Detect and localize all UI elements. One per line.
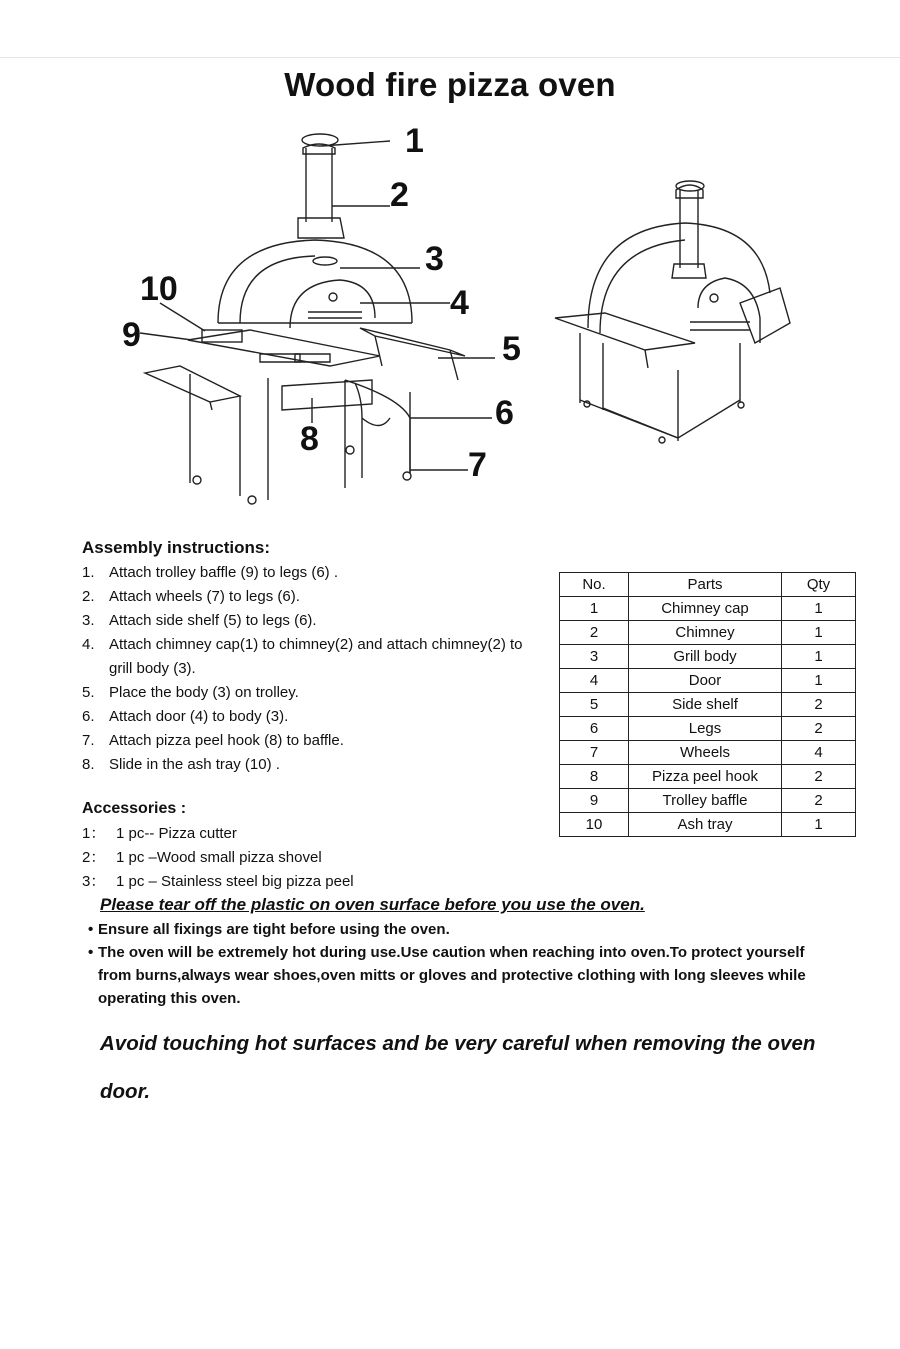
- list-item: • Ensure all fixings are tight before using the oven.: [88, 918, 828, 941]
- diagram-label-4: 4: [450, 284, 469, 322]
- table-row: 10 Ash tray 1: [560, 813, 856, 837]
- table-row: 5 Side shelf 2: [560, 693, 856, 717]
- list-item: 7. Attach pizza peel hook (8) to baffle.: [82, 732, 344, 749]
- list-item: 4. Attach chimney cap(1) to chimney(2) and attach chimney(2) to grill body (3).: [82, 636, 523, 677]
- diagram-label-1: 1: [405, 122, 424, 160]
- safety-bullets: [88, 918, 828, 1010]
- list-item: 2. Attach wheels (7) to legs (6).: [82, 588, 300, 605]
- diagram-label-2: 2: [390, 176, 409, 214]
- list-item: 2： 1 pc –Wood small pizza shovel: [82, 849, 322, 866]
- accessories-list: [82, 822, 482, 894]
- list-item: 3. Attach side shelf (5) to legs (6).: [82, 612, 317, 629]
- oven-illustration: [100, 118, 800, 518]
- assembly-heading: Assembly instructions:: [82, 538, 270, 557]
- table-row: 3 Grill body 1: [560, 645, 856, 669]
- assembly-steps: [82, 561, 542, 777]
- list-item: 6. Attach door (4) to body (3).: [82, 708, 289, 725]
- table-row: 9 Trolley baffle 2: [560, 789, 856, 813]
- list-item: • The oven will be extremely hot during use.Use caution when reaching into oven.To protect yourself from burns,always wear shoes,oven mitts or gloves and protective clothing with long sleeves while operating this oven.: [88, 941, 828, 1010]
- diagram-label-8: 8: [300, 420, 319, 458]
- table-row: 8 Pizza peel hook 2: [560, 765, 856, 789]
- diagram-label-10: 10: [140, 270, 178, 308]
- accessories-heading: Accessories :: [82, 800, 187, 817]
- plastic-warning-heading: Please tear off the plastic on oven surface before you use the oven.: [100, 895, 645, 914]
- list-item: 8. Slide in the ash tray (10) .: [82, 756, 280, 773]
- table-row: 7 Wheels 4: [560, 741, 856, 765]
- header-divider: [0, 57, 900, 58]
- list-item: 1. Attach trolley baffle (9) to legs (6) .: [82, 564, 338, 581]
- diagram-label-7: 7: [468, 446, 487, 484]
- table-row: 6 Legs 2: [560, 717, 856, 741]
- parts-table: [559, 572, 856, 837]
- assembled-oven-drawing: [555, 181, 790, 443]
- diagram-label-5: 5: [502, 330, 521, 368]
- page-title: Wood fire pizza oven: [284, 66, 616, 103]
- table-header-row: No. Parts Qty: [560, 573, 856, 597]
- diagram-label-6: 6: [495, 394, 514, 432]
- table-row: 1 Chimney cap 1: [560, 597, 856, 621]
- table-row: 4 Door 1: [560, 669, 856, 693]
- list-item: 5. Place the body (3) on trolley.: [82, 684, 299, 701]
- table-row: 2 Chimney 1: [560, 621, 856, 645]
- list-item: 3： 1 pc – Stainless steel big pizza peel: [82, 873, 354, 890]
- list-item: 1： 1 pc-- Pizza cutter: [82, 825, 237, 842]
- diagram-label-9: 9: [122, 316, 141, 354]
- diagram-label-3: 3: [425, 240, 444, 278]
- caution-text: Avoid touching hot surfaces and be very careful when removing the oven door.: [100, 1032, 816, 1103]
